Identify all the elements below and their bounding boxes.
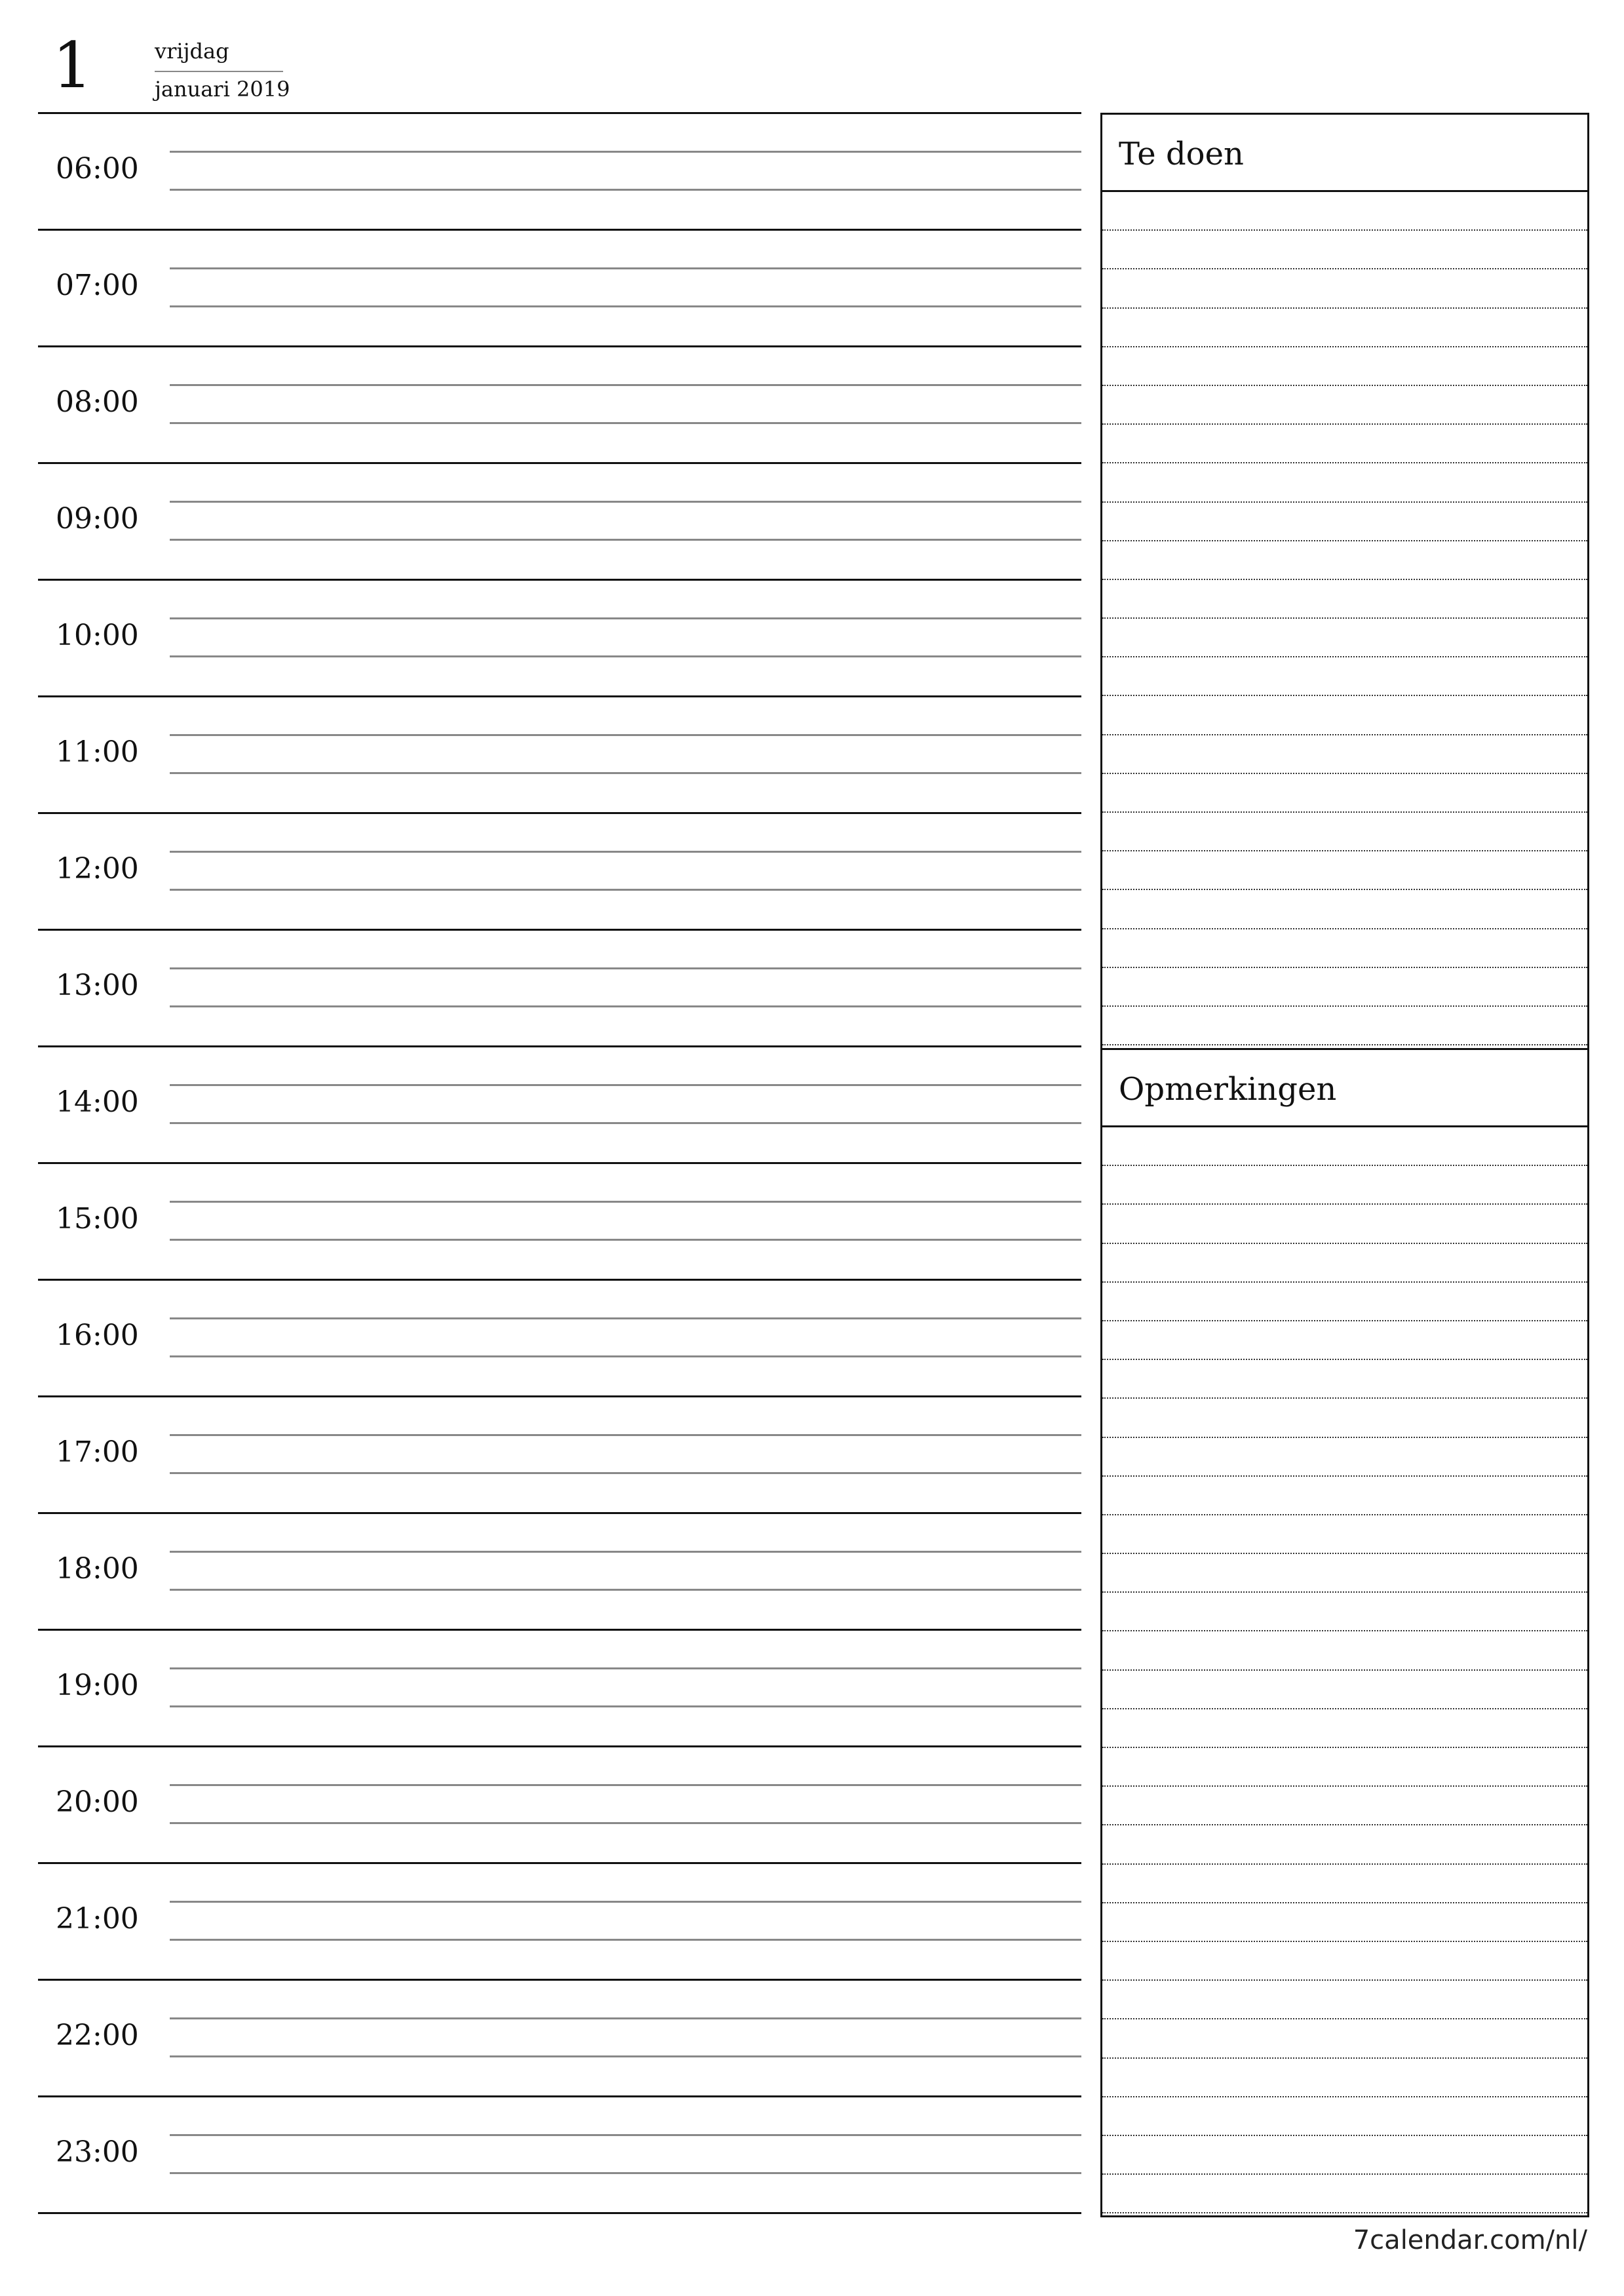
dotted-line[interactable] [1102, 1127, 1587, 1166]
hour-row [38, 112, 1081, 229]
dotted-line[interactable] [1102, 1399, 1587, 1437]
writing-line[interactable] [170, 1239, 1081, 1241]
dotted-line[interactable] [1102, 2175, 1587, 2213]
dotted-line[interactable] [1102, 425, 1587, 463]
hour-label: 09:00 [56, 502, 139, 535]
dotted-line[interactable] [1102, 1438, 1587, 1477]
dotted-line[interactable] [1102, 1748, 1587, 1787]
dotted-line[interactable] [1102, 1283, 1587, 1321]
dotted-line[interactable] [1102, 309, 1587, 347]
writing-line[interactable] [170, 1551, 1081, 1553]
dotted-line[interactable] [1102, 1007, 1587, 1045]
todo-header [1102, 115, 1587, 192]
dotted-line[interactable] [1102, 386, 1587, 425]
hour-label: 12:00 [56, 852, 139, 885]
dotted-line[interactable] [1102, 541, 1587, 580]
hour-row [38, 1862, 1081, 1979]
dotted-line[interactable] [1102, 735, 1587, 774]
writing-line[interactable] [170, 1122, 1081, 1124]
hour-label: 17:00 [56, 1435, 139, 1469]
writing-line[interactable] [170, 1939, 1081, 1941]
dotted-line[interactable] [1102, 1205, 1587, 1243]
dotted-line[interactable] [1102, 1360, 1587, 1399]
writing-line[interactable] [170, 1667, 1081, 1669]
dotted-line[interactable] [1102, 503, 1587, 541]
side-panel [1100, 113, 1589, 2217]
writing-line[interactable] [170, 305, 1081, 307]
writing-line[interactable] [170, 151, 1081, 153]
writing-line[interactable] [170, 539, 1081, 541]
hour-label: 07:00 [56, 269, 139, 302]
dotted-line[interactable] [1102, 774, 1587, 813]
dotted-line[interactable] [1102, 192, 1587, 231]
dotted-line[interactable] [1102, 347, 1587, 386]
todo-lines [1102, 192, 1587, 1045]
writing-line[interactable] [170, 1472, 1081, 1474]
hour-label: 13:00 [56, 969, 139, 1002]
writing-line[interactable] [170, 2172, 1081, 2174]
writing-line[interactable] [170, 655, 1081, 657]
writing-line[interactable] [170, 2055, 1081, 2057]
writing-line[interactable] [170, 1084, 1081, 1086]
hour-row [38, 929, 1081, 1045]
hour-label: 15:00 [56, 1202, 139, 1236]
writing-line[interactable] [170, 1822, 1081, 1824]
notes-header [1102, 1050, 1587, 1127]
writing-line[interactable] [170, 1355, 1081, 1357]
writing-line[interactable] [170, 617, 1081, 619]
hour-label: 10:00 [56, 619, 139, 652]
dotted-line[interactable] [1102, 269, 1587, 308]
dotted-line[interactable] [1102, 580, 1587, 619]
notes-title: Opmerkingen [1119, 1071, 1337, 1108]
hourly-schedule [38, 112, 1081, 2221]
writing-line[interactable] [170, 501, 1081, 503]
dotted-line[interactable] [1102, 2136, 1587, 2175]
hour-label: 06:00 [56, 152, 139, 185]
hour-row [38, 579, 1081, 695]
hour-label: 14:00 [56, 1085, 139, 1119]
writing-line[interactable] [170, 734, 1081, 736]
writing-line[interactable] [170, 851, 1081, 853]
dotted-line[interactable] [1102, 2097, 1587, 2136]
writing-line[interactable] [170, 189, 1081, 191]
dotted-line[interactable] [1102, 1321, 1587, 1360]
dotted-line[interactable] [1102, 1515, 1587, 1554]
dotted-line[interactable] [1102, 1825, 1587, 1864]
dotted-line[interactable] [1102, 1709, 1587, 1748]
dotted-line[interactable] [1102, 1554, 1587, 1593]
hour-label: 11:00 [56, 735, 139, 769]
dotted-line[interactable] [1102, 1865, 1587, 1903]
dotted-line[interactable] [1102, 1166, 1587, 1205]
dotted-line[interactable] [1102, 968, 1587, 1007]
writing-line[interactable] [170, 1589, 1081, 1591]
writing-line[interactable] [170, 772, 1081, 774]
dotted-line[interactable] [1102, 463, 1587, 502]
hour-row [38, 1979, 1081, 2095]
writing-line[interactable] [170, 422, 1081, 424]
writing-line[interactable] [170, 1317, 1081, 1319]
dotted-line[interactable] [1102, 2019, 1587, 2058]
dotted-line[interactable] [1102, 657, 1587, 696]
writing-line[interactable] [170, 889, 1081, 891]
hour-row [38, 695, 1081, 812]
dotted-line[interactable] [1102, 1477, 1587, 1515]
dotted-line[interactable] [1102, 619, 1587, 657]
todo-section [1102, 115, 1587, 1050]
dotted-line[interactable] [1102, 890, 1587, 929]
dotted-line[interactable] [1102, 1631, 1587, 1670]
hour-row [38, 812, 1081, 929]
notes-lines [1102, 1127, 1587, 2213]
dotted-line[interactable] [1102, 1942, 1587, 1981]
dotted-line[interactable] [1102, 813, 1587, 851]
hour-label: 18:00 [56, 1552, 139, 1586]
hour-label: 22:00 [56, 2019, 139, 2052]
hour-label: 21:00 [56, 1902, 139, 1936]
dotted-line[interactable] [1102, 1593, 1587, 1631]
dotted-line[interactable] [1102, 1787, 1587, 1825]
hour-row [38, 462, 1081, 579]
hour-row [38, 1745, 1081, 1862]
writing-line[interactable] [170, 2134, 1081, 2136]
writing-line[interactable] [170, 384, 1081, 386]
writing-line[interactable] [170, 1201, 1081, 1203]
writing-line[interactable] [170, 1005, 1081, 1007]
writing-line[interactable] [170, 1705, 1081, 1707]
dotted-line[interactable] [1102, 1981, 1587, 2019]
hour-label: 19:00 [56, 1669, 139, 1702]
hour-row [38, 1279, 1081, 1395]
dotted-line[interactable] [1102, 851, 1587, 890]
hour-row [38, 1162, 1081, 1279]
writing-line[interactable] [170, 1434, 1081, 1436]
writing-line[interactable] [170, 267, 1081, 269]
hour-label: 08:00 [56, 385, 139, 419]
writing-line[interactable] [170, 1901, 1081, 1903]
dotted-line[interactable] [1102, 2059, 1587, 2097]
hour-row [38, 229, 1081, 345]
header-divider [155, 71, 283, 72]
hour-row [38, 345, 1081, 462]
hour-row [38, 2095, 1081, 2214]
notes-section [1102, 1050, 1587, 2215]
hour-row [38, 1512, 1081, 1629]
day-number: 1 [52, 29, 93, 102]
weekday-label: vrijdag [155, 39, 229, 64]
dotted-line[interactable] [1102, 1671, 1587, 1709]
hour-label: 16:00 [56, 1319, 139, 1352]
month-year-label: januari 2019 [155, 77, 290, 102]
dotted-line[interactable] [1102, 929, 1587, 968]
hour-row [38, 1395, 1081, 1512]
hour-row [38, 1629, 1081, 1745]
writing-line[interactable] [170, 967, 1081, 969]
todo-title: Te doen [1119, 136, 1244, 172]
hour-label: 23:00 [56, 2135, 139, 2169]
dotted-line[interactable] [1102, 231, 1587, 269]
footer-url[interactable]: 7calendar.com/nl/ [1353, 2225, 1587, 2255]
writing-line[interactable] [170, 1784, 1081, 1786]
writing-line[interactable] [170, 2017, 1081, 2019]
dotted-line[interactable] [1102, 1903, 1587, 1942]
dotted-line[interactable] [1102, 1244, 1587, 1283]
hour-label: 20:00 [56, 1785, 139, 1819]
dotted-line[interactable] [1102, 696, 1587, 735]
hour-row [38, 1045, 1081, 1162]
